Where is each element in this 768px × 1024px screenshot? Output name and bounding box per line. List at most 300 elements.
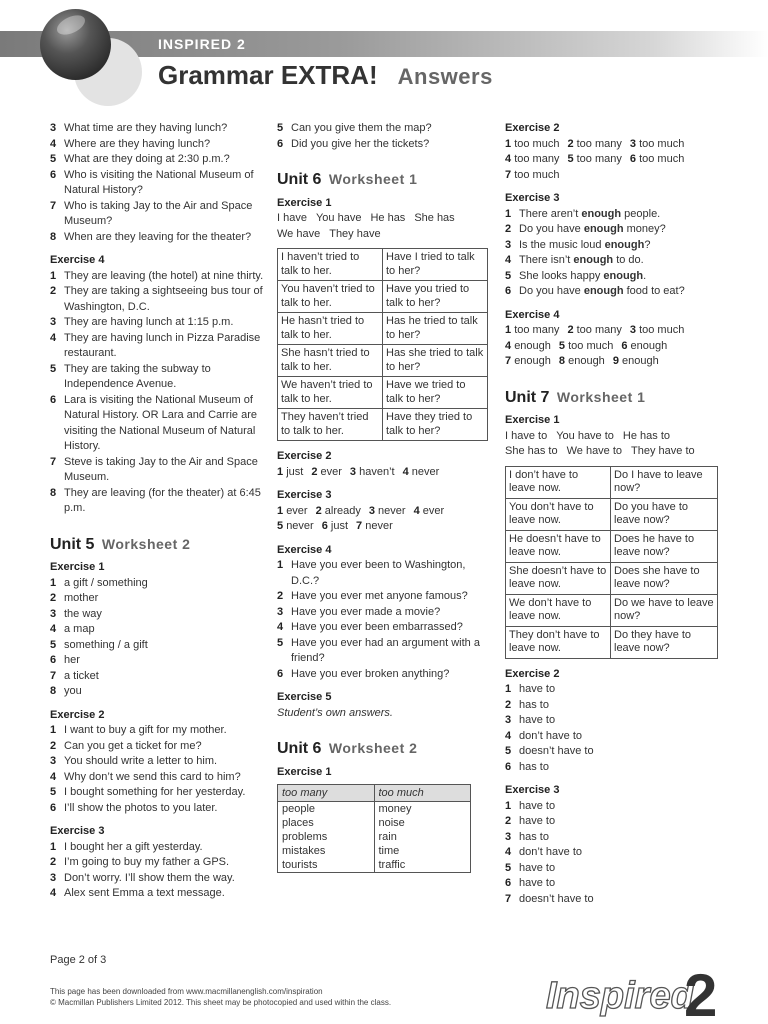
worksheet-label: Worksheet 1 xyxy=(328,171,418,187)
item-text: have to xyxy=(519,714,556,726)
table-row xyxy=(278,830,471,844)
item-number: 3 xyxy=(505,238,512,251)
unit-heading xyxy=(277,172,492,188)
item-number: 5 xyxy=(505,861,512,874)
pair-text: too many xyxy=(514,153,560,165)
item-text-after: money? xyxy=(623,223,666,235)
word-bank xyxy=(277,211,492,242)
pair-number: 6 xyxy=(321,520,328,532)
inspired-logo xyxy=(544,962,724,1022)
table-cell: rain xyxy=(374,830,471,844)
table-cell: people xyxy=(278,802,375,817)
page-title xyxy=(158,60,493,91)
list-item xyxy=(277,137,492,153)
list-item xyxy=(505,876,720,892)
item-number: 2 xyxy=(50,285,57,297)
exercise-5-answer: Student’s own answers. xyxy=(277,706,393,719)
pair-number: 2 xyxy=(315,504,322,517)
list-item xyxy=(505,284,720,300)
item-number: 4 xyxy=(505,729,512,742)
item-text xyxy=(519,238,720,254)
answer-pair xyxy=(567,323,621,339)
item-number: 3 xyxy=(50,871,57,884)
table-cell: noise xyxy=(374,816,471,830)
too-many-much-body xyxy=(278,802,471,873)
list-item xyxy=(50,199,268,230)
item-text: have to xyxy=(519,877,556,889)
answer-pair xyxy=(369,504,406,520)
list-item xyxy=(277,620,492,636)
item-text: They are taking a sightseeing bus tour of Washington, D.C. xyxy=(64,285,263,313)
item-number: 3 xyxy=(505,714,512,726)
pair-text: too much xyxy=(639,153,685,165)
list-item xyxy=(277,589,492,605)
pair-number: 7 xyxy=(505,355,512,367)
item-number: 5 xyxy=(505,269,512,282)
item-text: doesn’t have to xyxy=(519,745,594,757)
item-bold-word: enough xyxy=(583,285,624,297)
word-bank xyxy=(505,429,720,460)
series-title: INSPIRED 2 xyxy=(158,36,246,52)
item-text: Have you ever been embarrassed? xyxy=(291,621,463,633)
item-text: don’t have to xyxy=(519,846,582,858)
item-text: Have you ever met anyone famous? xyxy=(291,590,468,602)
unit-title: Unit 6 xyxy=(277,171,322,188)
pair-number: 9 xyxy=(612,355,619,367)
word-bank-item: You have to xyxy=(556,429,614,442)
item-number: 6 xyxy=(50,654,57,666)
item-bold-word: enough xyxy=(581,207,622,220)
pair-number: 7 xyxy=(356,520,363,532)
pair-number: 6 xyxy=(629,153,636,165)
unit-heading xyxy=(50,537,268,553)
pair-text: enough xyxy=(622,355,659,367)
table-row xyxy=(506,530,718,562)
list-item xyxy=(505,238,720,254)
list-item xyxy=(505,222,720,238)
table-header: too much xyxy=(374,785,471,802)
item-number: 7 xyxy=(505,892,512,905)
item-text: a map xyxy=(64,623,95,635)
list-item xyxy=(50,269,268,285)
item-number: 3 xyxy=(50,755,57,767)
pair-number: 5 xyxy=(567,153,574,165)
word-bank-item: She has xyxy=(414,212,455,224)
pair-text: too many xyxy=(576,153,622,165)
page-number: Page 2 of 3 xyxy=(50,954,107,966)
list-item xyxy=(505,760,720,776)
item-text: Why don’t we send this card to him? xyxy=(64,770,241,783)
word-bank-item: We have to xyxy=(566,445,623,457)
table-cell: Has he tried to talk to her? xyxy=(383,313,488,345)
item-number: 2 xyxy=(505,698,512,711)
pair-text: never xyxy=(378,504,406,517)
list-item xyxy=(50,121,268,137)
item-text xyxy=(519,222,720,238)
item-number: 3 xyxy=(50,122,57,134)
item-number: 7 xyxy=(50,199,57,212)
pair-number: 3 xyxy=(349,465,357,478)
item-text-before: Do you have xyxy=(519,223,584,235)
item-number: 7 xyxy=(50,455,57,468)
list-item xyxy=(50,230,268,246)
item-text: mother xyxy=(64,592,99,604)
answer-pair xyxy=(630,137,684,153)
item-text-after: ? xyxy=(644,238,651,251)
table-row xyxy=(278,409,488,441)
list-item xyxy=(50,638,268,654)
item-number: 4 xyxy=(50,137,57,150)
item-number: 4 xyxy=(505,254,512,266)
answer-pair xyxy=(505,354,551,370)
item-text: They are having lunch at 1:15 p.m. xyxy=(64,316,234,328)
item-text: When are they leaving for the theater? xyxy=(64,230,252,243)
item-number: 6 xyxy=(505,760,512,773)
exercise-heading: Exercise 3 xyxy=(277,489,332,501)
footer-download-line: This page has been downloaded from www.macmillanenglish.com/inspiration xyxy=(50,987,323,996)
pair-number: 4 xyxy=(413,504,420,517)
list-item xyxy=(50,785,268,801)
item-text: Have you ever broken anything? xyxy=(291,667,450,680)
item-number: 4 xyxy=(505,846,512,858)
pair-text: too much xyxy=(514,137,560,150)
list-item xyxy=(505,729,720,745)
item-text xyxy=(519,253,720,269)
pair-number: 6 xyxy=(621,339,628,352)
table-cell: Do they have to leave now? xyxy=(611,626,718,658)
word-bank-item: You have xyxy=(315,212,362,224)
list-item xyxy=(50,723,268,739)
table-row xyxy=(278,858,471,873)
pair-text: just xyxy=(286,465,304,478)
pair-number: 1 xyxy=(505,137,512,150)
item-number: 1 xyxy=(50,576,57,589)
pair-number: 7 xyxy=(505,168,512,181)
list-item xyxy=(50,362,268,393)
pair-text: never xyxy=(286,520,314,532)
pair-number: 5 xyxy=(277,520,284,532)
item-number: 6 xyxy=(505,877,512,889)
item-bold-word: enough xyxy=(573,254,614,266)
item-text: Lara is visiting the National Museum of Natural History. OR Lara and Carrie are visiting the National Museum of Natural History. xyxy=(64,393,257,452)
item-text: Don’t worry. I’ll show them the way. xyxy=(64,871,235,884)
item-number: 5 xyxy=(277,122,284,134)
item-number: 5 xyxy=(50,362,57,375)
item-text: They are leaving (the hotel) at nine thirty. xyxy=(64,269,264,282)
list-item xyxy=(505,253,720,269)
list-item xyxy=(50,576,268,592)
item-text: has to xyxy=(519,830,549,843)
table-row xyxy=(506,594,718,626)
answer-table xyxy=(505,466,718,659)
list-item xyxy=(50,622,268,638)
list-item xyxy=(505,861,720,877)
item-number: 1 xyxy=(505,799,512,812)
item-text-before: Do you have xyxy=(519,285,584,297)
item-text: don’t have to xyxy=(519,729,582,742)
exercise-heading: Exercise 1 xyxy=(50,561,105,573)
table-cell: Have they tried to talk to her? xyxy=(383,409,488,441)
item-number: 6 xyxy=(277,137,284,150)
item-number: 2 xyxy=(50,592,57,604)
list-item xyxy=(50,284,268,315)
exercise-heading: Exercise 2 xyxy=(277,450,332,462)
item-text: I want to buy a gift for my mother. xyxy=(64,724,227,736)
answer-pair xyxy=(567,137,621,153)
item-text xyxy=(519,284,720,300)
pair-text: too much xyxy=(568,339,614,352)
item-bold-word: enough xyxy=(604,238,645,251)
table-header: too many xyxy=(278,785,375,802)
list-item xyxy=(277,636,492,667)
exercise-heading: Exercise 2 xyxy=(50,708,105,721)
list-item xyxy=(277,605,492,621)
list-col1-ex4 xyxy=(50,269,268,517)
pair-text: enough xyxy=(630,339,668,352)
item-text: Have you ever had an argument with a friend? xyxy=(291,636,480,664)
table-cell: Do you have to leave now? xyxy=(611,498,718,530)
answer-pair xyxy=(414,504,445,520)
answer-pair xyxy=(403,465,440,481)
answer-pair xyxy=(505,168,559,184)
table-cell: Do we have to leave now? xyxy=(611,594,718,626)
item-text: has to xyxy=(519,760,549,773)
item-text: Who is visiting the National Museum of Natural History? xyxy=(64,168,254,196)
item-text: her xyxy=(64,654,80,666)
list-item xyxy=(505,892,720,908)
pair-text: too much xyxy=(639,324,685,336)
list-item xyxy=(505,698,720,714)
list-item xyxy=(505,814,720,830)
table-cell: You haven’t tried to talk to her. xyxy=(278,281,383,313)
item-number: 2 xyxy=(50,856,57,868)
list-item xyxy=(277,558,492,589)
table-cell: He hasn’t tried to talk to her. xyxy=(278,313,383,345)
table-row xyxy=(278,844,471,858)
list-col1-top xyxy=(50,121,268,245)
word-bank-item: They have xyxy=(329,227,381,240)
table-row xyxy=(506,498,718,530)
table-cell: mistakes xyxy=(278,844,375,858)
answer-pair xyxy=(356,519,393,535)
pair-text: never xyxy=(365,520,393,532)
table-row xyxy=(506,466,718,498)
pair-text: already xyxy=(324,504,361,517)
table-row xyxy=(278,249,488,281)
list-col2-top xyxy=(277,121,492,152)
item-text: have to xyxy=(519,861,556,874)
list-item xyxy=(505,799,720,815)
word-bank-item: They have to xyxy=(631,445,695,457)
worksheet-label: Worksheet 2 xyxy=(101,535,191,552)
pair-number: 3 xyxy=(629,324,636,336)
pair-text: enough xyxy=(514,339,551,352)
list-item xyxy=(277,121,492,137)
list-col3-ex2b xyxy=(505,682,720,775)
logo-text: Inspired xyxy=(546,975,694,1017)
pairs-col2-ex2 xyxy=(277,465,492,481)
table-cell: You don’t have to leave now. xyxy=(506,498,611,530)
answer-pair xyxy=(559,339,613,355)
answer-pair xyxy=(559,354,605,370)
item-number: 8 xyxy=(50,486,57,499)
item-text: I bought something for her yesterday. xyxy=(64,786,246,798)
pair-text: just xyxy=(330,520,349,532)
list-item xyxy=(505,269,720,285)
table-row xyxy=(278,281,488,313)
list-item xyxy=(505,713,720,729)
item-text: Have you ever made a movie? xyxy=(291,605,441,618)
exercise-heading: Exercise 4 xyxy=(277,543,332,556)
table-row xyxy=(278,802,471,817)
footer-notice xyxy=(50,986,391,1008)
list-item xyxy=(50,840,268,856)
table-row xyxy=(278,313,488,345)
item-text xyxy=(519,269,720,285)
answer-pair xyxy=(505,339,551,355)
answer-pair xyxy=(630,152,684,168)
table-cell: time xyxy=(374,844,471,858)
word-bank-item: We have xyxy=(277,227,321,240)
table-row xyxy=(278,345,488,377)
table-row xyxy=(278,816,471,830)
answer-pair xyxy=(311,465,342,481)
table-cell: Have we tried to talk to her? xyxy=(383,377,488,409)
list-item xyxy=(50,591,268,607)
pair-number: 2 xyxy=(567,324,574,336)
item-text: They are having lunch in Pizza Paradise restaurant. xyxy=(64,331,261,359)
item-number: 8 xyxy=(50,685,57,697)
item-text: Where are they having lunch? xyxy=(64,137,211,150)
item-text-before: She looks happy xyxy=(519,269,604,282)
pair-text: ever xyxy=(422,504,445,517)
exercise-heading: Exercise 2 xyxy=(505,667,560,680)
exercise-heading: Exercise 4 xyxy=(50,254,105,266)
too-many-much-table xyxy=(277,784,471,873)
list-col3-ex3 xyxy=(505,207,720,300)
table-cell: Have you tried to talk to her? xyxy=(383,281,488,313)
answer-pair xyxy=(322,519,348,535)
item-text: Did you give her the tickets? xyxy=(291,137,430,150)
unit-heading xyxy=(505,390,720,406)
item-text: the way xyxy=(64,607,102,620)
item-number: 5 xyxy=(505,745,512,757)
item-number: 3 xyxy=(50,607,57,620)
exercise-heading: Exercise 4 xyxy=(505,308,560,321)
worksheet-label: Worksheet 2 xyxy=(328,740,418,756)
list-item xyxy=(50,486,268,517)
table-cell: traffic xyxy=(374,858,471,873)
item-number: 2 xyxy=(505,815,512,827)
item-text: What time are they having lunch? xyxy=(64,122,228,134)
item-number: 4 xyxy=(50,331,57,344)
answer-pair xyxy=(505,137,559,153)
answer-pair xyxy=(277,519,314,535)
pair-text: too many xyxy=(514,324,560,336)
item-text: has to xyxy=(519,698,549,711)
item-number: 6 xyxy=(50,801,57,814)
list-item xyxy=(505,845,720,861)
pair-number: 1 xyxy=(277,504,284,517)
list-item xyxy=(505,682,720,698)
pair-number: 1 xyxy=(277,465,284,478)
item-number: 6 xyxy=(50,393,57,406)
answer-pair xyxy=(505,152,559,168)
item-number: 7 xyxy=(50,669,57,682)
item-text: a ticket xyxy=(64,669,99,682)
item-number: 2 xyxy=(50,739,57,752)
item-text: Who is taking Jay to the Air and Space Museum? xyxy=(64,199,253,227)
table-cell: They don’t have to leave now. xyxy=(506,626,611,658)
list-item xyxy=(50,770,268,786)
list-item xyxy=(50,137,268,153)
column-2 xyxy=(277,121,492,873)
title-answers: Answers xyxy=(397,64,493,89)
item-number: 4 xyxy=(50,623,57,635)
pair-number: 4 xyxy=(505,339,512,352)
list-item xyxy=(50,393,268,455)
item-text-before: There isn’t xyxy=(519,254,574,266)
item-text: What are they doing at 2:30 p.m.? xyxy=(64,153,230,165)
item-number: 1 xyxy=(505,207,512,220)
item-text-before: Is the music loud xyxy=(519,238,605,251)
pair-text: too much xyxy=(514,168,560,181)
pair-number: 4 xyxy=(402,465,409,478)
pairs-col2-ex3 xyxy=(277,504,492,535)
table-row xyxy=(506,562,718,594)
list-item xyxy=(50,684,268,700)
item-text: They are taking the subway to Independence Avenue. xyxy=(64,362,211,390)
exercise-heading: Exercise 3 xyxy=(505,192,560,204)
exercise-heading: Exercise 1 xyxy=(277,196,332,209)
item-text: doesn’t have to xyxy=(519,892,594,905)
item-text: Can you get a ticket for me? xyxy=(64,739,202,752)
pair-number: 5 xyxy=(558,339,566,352)
item-number: 6 xyxy=(277,667,284,680)
item-text-after: . xyxy=(643,269,647,282)
item-number: 1 xyxy=(50,269,57,282)
pair-number: 4 xyxy=(505,153,512,165)
item-number: 6 xyxy=(50,168,57,181)
list-item xyxy=(50,607,268,623)
word-bank-item: I have xyxy=(277,212,307,224)
word-bank-item: He has xyxy=(370,212,406,224)
table-row xyxy=(506,626,718,658)
item-number: 1 xyxy=(50,840,57,853)
item-number: 3 xyxy=(505,830,512,843)
list-item xyxy=(277,667,492,683)
list-item xyxy=(50,315,268,331)
item-number: 5 xyxy=(50,638,57,651)
answer-pair xyxy=(350,465,395,481)
pair-number: 2 xyxy=(567,137,574,150)
list-item xyxy=(50,669,268,685)
exercise-heading: Exercise 1 xyxy=(277,765,332,778)
answer-pair xyxy=(316,504,361,520)
pair-text: too many xyxy=(576,324,622,336)
item-text: They are leaving (for the theater) at 6:45 p.m. xyxy=(64,486,261,514)
item-number: 5 xyxy=(50,786,57,798)
item-number: 4 xyxy=(277,621,284,633)
pair-text: too many xyxy=(576,137,622,150)
exercise-heading: Exercise 5 xyxy=(277,691,332,703)
pair-text: ever xyxy=(320,465,342,478)
answer-pair xyxy=(630,323,684,339)
pair-text: haven’t xyxy=(359,465,395,478)
item-number: 1 xyxy=(505,683,512,695)
unit-title: Unit 7 xyxy=(505,388,550,406)
pair-text: ever xyxy=(286,504,308,517)
